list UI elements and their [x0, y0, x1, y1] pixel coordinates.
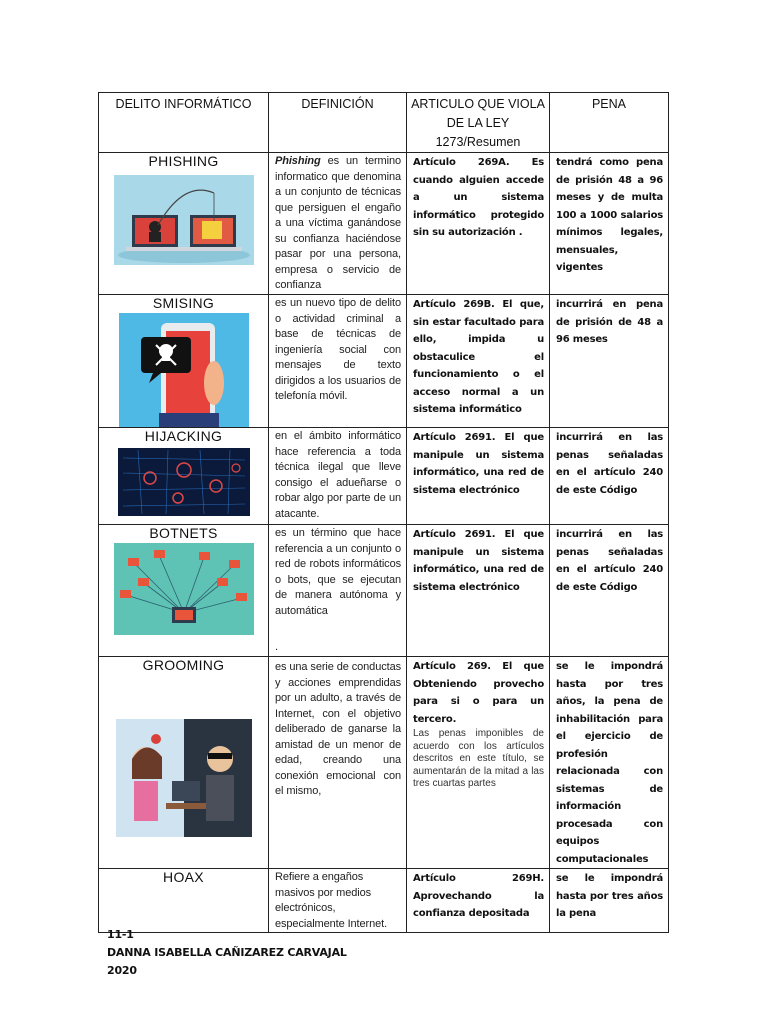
- penalty-text: se le impondrá hasta por tres años la pena: [556, 873, 663, 919]
- penalty-cell: [550, 153, 669, 295]
- table-row: [99, 657, 669, 869]
- crime-cell: [99, 657, 269, 869]
- crime-name: PHISHING: [148, 153, 219, 169]
- footer-year: 2020: [107, 964, 137, 977]
- definition-extra: .: [275, 641, 278, 653]
- definition-text: en el ámbito informático hace referencia a toda técnica ilegal que lleve consigo el adueñarse o robar algo por parte de un atacante.: [275, 430, 401, 520]
- article-cell: [407, 657, 550, 869]
- definition-text: [269, 153, 406, 294]
- definition-cell: [269, 657, 407, 869]
- article-lead: Artículo 269. El que Obteniendo provecho para si o para un tercero.: [413, 661, 544, 725]
- crime-cell: [99, 153, 269, 295]
- botnet-network-illustration: [114, 543, 254, 635]
- table-header-row: [99, 93, 669, 153]
- crime-cell: [99, 428, 269, 525]
- table-row: [99, 153, 669, 295]
- penalty-text: incurrirá en pena de prisión de 48 a 96 meses: [556, 299, 663, 345]
- penalty-cell: [550, 657, 669, 869]
- definition-cell: [269, 428, 407, 525]
- article-text: [407, 657, 549, 791]
- article-rest: Las penas imponibles de acuerdo con los artículos descritos en este título, se aumentarán de la mitad a las tres cuartas partes: [413, 728, 544, 789]
- crime-cell: [99, 295, 269, 428]
- article-text: Artículo 2691. El que manipule un sistema informático, una red de sistema electrónico: [413, 529, 544, 593]
- article-cell: [407, 428, 550, 525]
- article-cell: [407, 295, 550, 428]
- article-cell: [407, 869, 550, 933]
- definition-cell: [269, 295, 407, 428]
- definition-text: es un término que hace referencia a un conjunto o red de robots informáticos o bots, que se ejecutan de manera autónoma y automática: [275, 527, 401, 617]
- penalty-cell: [550, 525, 669, 657]
- article-text: Artículo 269H. Aprovechando la confianza depositada: [413, 873, 544, 919]
- phishing-illustration: [114, 175, 254, 265]
- header-definicion: DEFINICIÓN: [269, 93, 407, 153]
- crime-cell: [99, 525, 269, 657]
- penalty-text: incurrirá en las penas señaladas en el artículo 240 de este Código: [556, 432, 663, 496]
- article-cell: [407, 525, 550, 657]
- definition-lead: Phishing: [275, 155, 321, 167]
- definition-text: es un nuevo tipo de delito o actividad criminal a base de técnicas de ingeniería social con mensajes de texto dirigidos a los usuarios de telefonía móvil.: [275, 297, 401, 402]
- article-text: Artículo 269A. Es cuando alguien accede a un sistema informático protegido sin su autorización .: [413, 157, 544, 238]
- table-row: [99, 525, 669, 657]
- header-articulo: ARTICULO QUE VIOLA DE LA LEY 1273/Resumen: [407, 93, 550, 153]
- grooming-illustration: [116, 719, 252, 837]
- definition-cell: [269, 525, 407, 657]
- table-row: [99, 428, 669, 525]
- crime-name: BOTNETS: [149, 525, 218, 541]
- smishing-phone-illustration: [119, 313, 249, 427]
- crime-name: HIJACKING: [144, 428, 223, 444]
- article-text: Artículo 2691. El que manipule un sistema informático, una red de sistema electrónico: [413, 432, 544, 496]
- crime-name: GROOMING: [142, 657, 225, 673]
- penalty-cell: [550, 869, 669, 933]
- header-delito: DELITO INFORMÁTICO: [99, 93, 269, 153]
- table-row: [99, 869, 669, 933]
- definition-cell: [269, 869, 407, 933]
- penalty-text: incurrirá en las penas señaladas en el artículo 240 de este Código: [556, 529, 663, 593]
- crime-cell: [99, 869, 269, 933]
- crime-name: SMISING: [152, 295, 215, 311]
- crimes-table: [98, 92, 669, 933]
- definition-text: es una serie de conductas y acciones emprendidas por un adulto, a través de Internet, con el objetivo deliberado de ganarse la amistad de un menor de edad, creando una conexión emocional con el mismo,: [275, 661, 401, 797]
- penalty-text: se le impondrá hasta por tres años, la pena de inhabilitación para el ejercicio de profesión relacionada con sistemas de información procesada con equipos computacionales: [556, 661, 663, 865]
- definition-body: es un termino informatico que denomina a un conjunto de técnicas que persiguen el engaño a una víctima ganándose su confianza haciéndose pasar por una persona, empresa o servicio de confianza: [275, 155, 401, 291]
- header-pena: PENA: [550, 93, 669, 153]
- footer-author: DANNA ISABELLA CAÑIZAREZ CARVAJAL: [107, 946, 347, 959]
- hijacking-network-illustration: [118, 448, 250, 516]
- penalty-cell: [550, 428, 669, 525]
- crime-name: HOAX: [163, 869, 204, 885]
- article-cell: [407, 153, 550, 295]
- definition-cell: [269, 153, 407, 295]
- penalty-cell: [550, 295, 669, 428]
- table-row: [99, 295, 669, 428]
- definition-text: Refiere a engaños masivos por medios electrónicos, especialmente Internet.: [275, 871, 388, 930]
- penalty-text: tendrá como pena de prisión 48 a 96 meses y de multa 100 a 1000 salarios mínimos legales, mensuales, vigentes: [556, 157, 663, 273]
- article-text: Artículo 269B. El que, sin estar facultado para ello, impida u obstaculice el funcionamiento o el acceso normal a un sistema informático: [413, 299, 544, 415]
- footer-grade: 11-1: [107, 928, 134, 941]
